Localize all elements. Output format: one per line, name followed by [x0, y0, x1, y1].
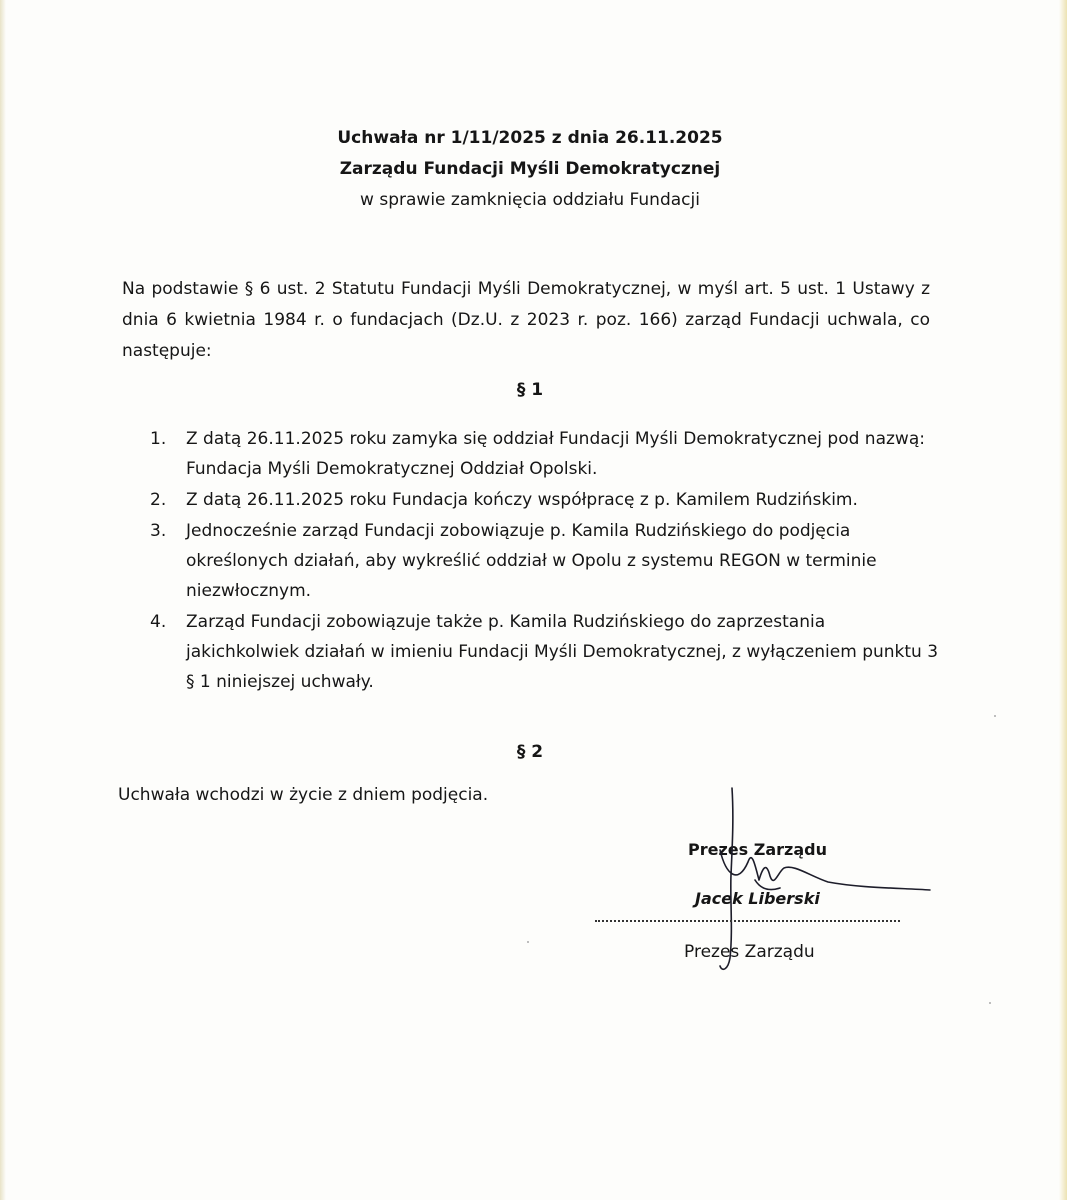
paper-speck [527, 941, 529, 943]
list-item-text: Jednocześnie zarząd Fundacji zobowiązuje p. Kamila Rudzińskiego do podjęcia określonych działań, aby wykreślić oddział w Opolu z systemu REGON w terminie niezwłocznym. [186, 521, 877, 601]
list-item [150, 607, 940, 697]
list-item-number: 4. [150, 612, 167, 632]
resolution-subject: w sprawie zamknięcia oddziału Fundacji [360, 190, 700, 210]
resolution-number-title: Uchwała nr 1/11/2025 z dnia 26.11.2025 [337, 128, 723, 148]
board-name-title: Zarządu Fundacji Myśli Demokratycznej [339, 159, 721, 179]
legal-basis-paragraph: Na podstawie § 6 ust. 2 Statutu Fundacji Myśli Demokratycznej, w myśl art. 5 ust. 1 Ustawy z dnia 6 kwietnia 1984 r. o fundacjach (Dz.U. z 2023 r. poz. 166) zarząd Fundacji uchwala, co następuje: [122, 279, 930, 361]
list-item [150, 516, 940, 606]
signature-line [595, 920, 900, 922]
list-item-text: Z datą 26.11.2025 roku zamyka się oddział Fundacji Myśli Demokratycznej pod nazwą: Fundacja Myśli Demokratycznej Oddział Opolski. [186, 429, 925, 479]
section-1-mark: § 1 [516, 380, 544, 400]
list-item [150, 424, 940, 484]
list-item-text: Zarząd Fundacji zobowiązuje także p. Kamila Rudzińskiego do zaprzestania jakichkolwiek działań w imieniu Fundacji Myśli Demokratycznej, z wyłączeniem punktu 3 § 1 niniejszej uchwały. [186, 612, 939, 692]
list-item-text: Z datą 26.11.2025 roku Fundacja kończy współpracę z p. Kamilem Rudzińskim. [186, 490, 858, 510]
signature-caption: Prezes Zarządu [684, 942, 815, 962]
section-1-list [150, 424, 940, 698]
effective-date-clause: Uchwała wchodzi w życie z dniem podjęcia. [118, 785, 489, 805]
paper-speck [994, 715, 996, 717]
stamp-title: Prezes Zarządu [688, 840, 827, 859]
paper-edge-right [1059, 0, 1067, 1200]
list-item-number: 3. [150, 521, 167, 541]
stamp-name: Jacek Liberski [695, 889, 820, 908]
resolution-title-block [0, 123, 1060, 216]
list-item [150, 485, 940, 515]
list-item-number: 2. [150, 490, 167, 510]
section-2-mark: § 2 [516, 742, 544, 762]
paper-speck [989, 1002, 991, 1004]
list-item-number: 1. [150, 429, 167, 449]
